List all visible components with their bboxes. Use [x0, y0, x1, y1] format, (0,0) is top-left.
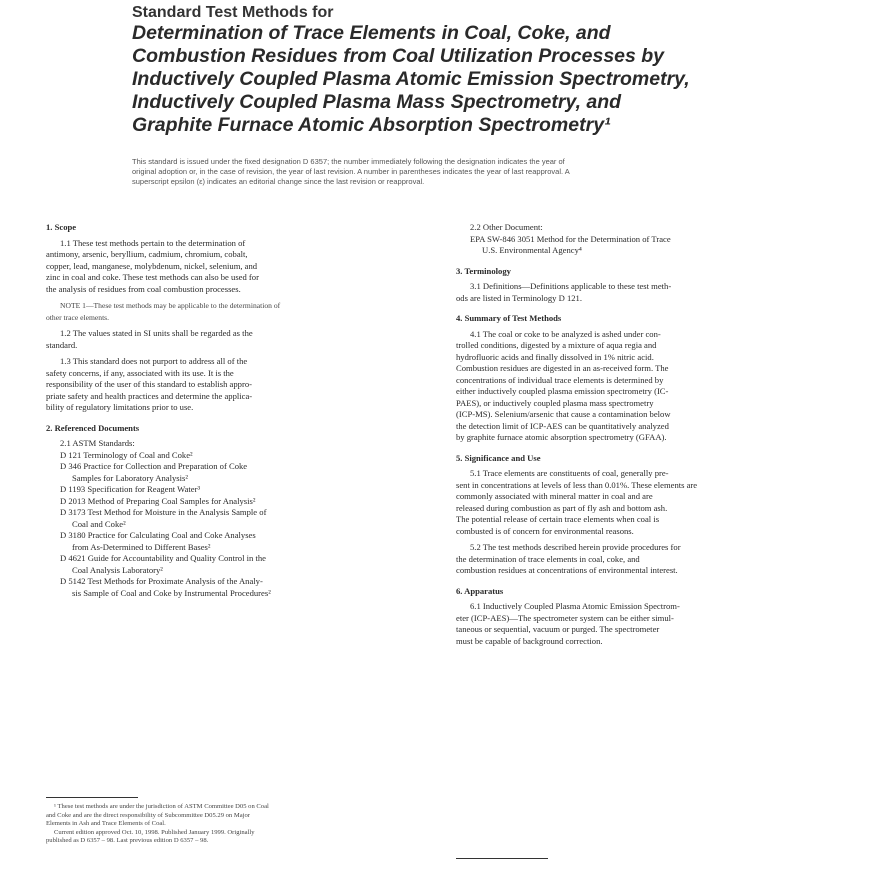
paragraph-line: by graphite furnace atomic absorption spectrometry (GFAA).	[456, 432, 667, 442]
paragraph-line: released during combustion as part of fly ash and bottom ash.	[456, 502, 668, 513]
reference-item: D 3180 Practice for Calculating Coal and Coke Analyses	[60, 530, 256, 540]
footnote-line: published as D 6357 – 98. Last previous edition D 6357 – 98.	[46, 837, 209, 845]
note-line: NOTE 1—These test methods may be applicable to the determination of	[60, 301, 281, 310]
paragraph-line: 4.1 The coal or coke to be analyzed is ashed under con-	[470, 328, 661, 339]
title-line: Inductively Coupled Plasma Atomic Emission Spectrometry,	[132, 68, 690, 90]
reference-item: D 1193 Specification for Reagent Water³	[60, 484, 201, 494]
paragraph-line: concentrations of individual trace elements is determined by	[456, 374, 664, 385]
reference-item: D 4621 Guide for Accountability and Quality Control in the	[60, 553, 266, 563]
paragraph-line: taneous or sequential, vacuum or purged. The spectrometer	[456, 624, 660, 634]
section-heading-terminology: 3. Terminology	[456, 265, 511, 276]
paragraph-line: 6.1 Inductively Coupled Plasma Atomic Emission Spectrom-	[470, 601, 680, 611]
paragraph-line: 1.3 This standard does not purport to address all of the	[60, 356, 248, 366]
subsection-label: 2.2 Other Document:	[470, 222, 543, 232]
section-heading-summary: 4. Summary of Test Methods	[456, 313, 562, 323]
paragraph-line: combustion residues at concentrations of environmental interest.	[456, 565, 678, 575]
paragraph-line: trolled conditions, digested by a mixture of aqua regia and	[456, 340, 657, 350]
reference-item: Coal Analysis Laboratory²	[72, 564, 163, 575]
subsection-label: 2.1 ASTM Standards:	[60, 438, 135, 448]
title-line: Graphite Furnace Atomic Absorption Spectrometry¹	[132, 114, 611, 136]
footnote-line: ¹ These test methods are under the jurisdiction of ASTM Committee D05 on Coal	[54, 803, 269, 810]
title-line: Combustion Residues from Coal Utilization Processes by	[132, 45, 665, 67]
reference-item: D 346 Practice for Collection and Preparation of Coke	[60, 461, 248, 471]
document-title	[132, 22, 772, 137]
paragraph-line: safety concerns, if any, associated with its use. It is the	[46, 367, 234, 378]
paragraph-line: combusted is of concern for environmental reasons.	[456, 525, 634, 536]
paragraph-line: Combustion residues are digested in an as-received form. The	[456, 363, 669, 373]
reference-item: from As-Determined to Different Bases²	[72, 541, 211, 552]
footnote-line: Elements in Ash and Trace Elements of Coal.	[46, 820, 166, 828]
paragraph-line: The potential release of certain trace elements when coal is	[456, 514, 660, 524]
reference-item: Coal and Coke²	[72, 518, 126, 529]
reference-item: D 2013 Method of Preparing Coal Samples for Analysis²	[60, 495, 256, 506]
designation-note-line: This standard is issued under the fixed designation D 6357; the number immediately following the designation indicates the year of	[132, 157, 565, 166]
paragraph-line: zinc in coal and coke. These test methods can also be used for	[46, 272, 259, 282]
paragraph-line: 5.1 Trace elements are constituents of coal, generally pre-	[470, 468, 669, 478]
paragraph-line: 1.2 The values stated in SI units shall be regarded as the	[60, 328, 253, 338]
note-line: other trace elements.	[46, 312, 110, 322]
paragraph-line: the analysis of residues from coal combustion processes.	[46, 283, 241, 294]
paragraph-line: antimony, arsenic, beryllium, cadmium, chromium, cobalt,	[46, 249, 248, 259]
footnote-divider	[46, 797, 138, 798]
paragraph-line: copper, lead, manganese, molybdenum, nickel, selenium, and	[46, 260, 258, 271]
paragraph-line: (ICP-MS). Selenium/arsenic that cause a contamination below	[456, 409, 671, 419]
section-heading-referenced-documents: 2. Referenced Documents	[46, 422, 140, 433]
section-heading-apparatus: 6. Apparatus	[456, 585, 504, 596]
paragraph-line: bility of regulatory limitations prior to use.	[46, 402, 194, 412]
paragraph-line: 3.1 Definitions—Definitions applicable to these test meth-	[470, 281, 672, 291]
paragraph-line: responsibility of the user of this standard to establish appro-	[46, 379, 252, 389]
designation-note-line: superscript epsilon (ε) indicates an editorial change since the last revision or reapproval.	[132, 177, 425, 186]
footnote-line: and Coke and are the direct responsibility of Subcommittee D05.29 on Major	[46, 811, 250, 819]
paragraph-line: must be capable of background correction.	[456, 635, 603, 646]
footnote-divider	[456, 858, 548, 859]
footnote-line: Current edition approved Oct. 10, 1998. Published January 1999. Originally	[54, 828, 255, 836]
paragraph-line: 1.1 These test methods pertain to the determination of	[60, 237, 246, 248]
reference-item: D 5142 Test Methods for Proximate Analysis of the Analy-	[60, 576, 263, 586]
left-column	[46, 222, 424, 599]
reference-item: U.S. Environmental Agency⁴	[482, 245, 582, 255]
paragraph-line: commonly associated with mineral matter in coal and are	[456, 491, 653, 501]
paragraph-line: priate safety and health practices and determine the applica-	[46, 390, 253, 401]
paragraph-line: 5.2 The test methods described herein provide procedures for	[470, 542, 681, 552]
reference-item: D 121 Terminology of Coal and Coke²	[60, 449, 193, 460]
footnotes	[46, 803, 424, 846]
designation-note-line: original adoption or, in the case of revision, the year of last revision. A number in parentheses indicates the year of last reapproval. A	[132, 167, 570, 176]
reference-item: sis Sample of Coal and Coke by Instrumental Procedures²	[72, 587, 271, 598]
paragraph-line: ods are listed in Terminology D 121.	[456, 292, 582, 303]
section-heading-significance: 5. Significance and Use	[456, 452, 541, 463]
paragraph-line: sent in concentrations at levels of less than 0.01%. These elements are	[456, 479, 698, 490]
paragraph-line: the determination of trace elements in coal, coke, and	[456, 553, 640, 564]
paragraph-line: PAES), or inductively coupled plasma mass spectrometry	[456, 397, 654, 408]
paragraph-line: hydrofluoric acids and finally dissolved in 1% nitric acid.	[456, 351, 654, 362]
right-column	[456, 222, 834, 647]
paragraph-line: eter (ICP-AES)—The spectrometer system can be either simul-	[456, 612, 674, 623]
title-line: Inductively Coupled Plasma Mass Spectrometry, and	[132, 91, 622, 113]
title-kicker: Standard Test Methods for	[132, 4, 334, 21]
paragraph-line: either inductively coupled plasma emission spectrometry (IC-	[456, 386, 669, 396]
reference-item: EPA SW-846 3051 Method for the Determination of Trace	[470, 233, 671, 244]
section-heading-scope: 1. Scope	[46, 222, 77, 232]
paragraph-line: the detection limit of ICP-AES can be quantitatively analyzed	[456, 420, 669, 431]
reference-item: D 3173 Test Method for Moisture in the Analysis Sample of	[60, 507, 267, 517]
reference-item: Samples for Laboratory Analysis²	[72, 472, 188, 483]
paragraph-line: standard.	[46, 339, 78, 350]
designation-note	[132, 157, 744, 187]
title-line: Determination of Trace Elements in Coal, Coke, and	[132, 22, 611, 44]
